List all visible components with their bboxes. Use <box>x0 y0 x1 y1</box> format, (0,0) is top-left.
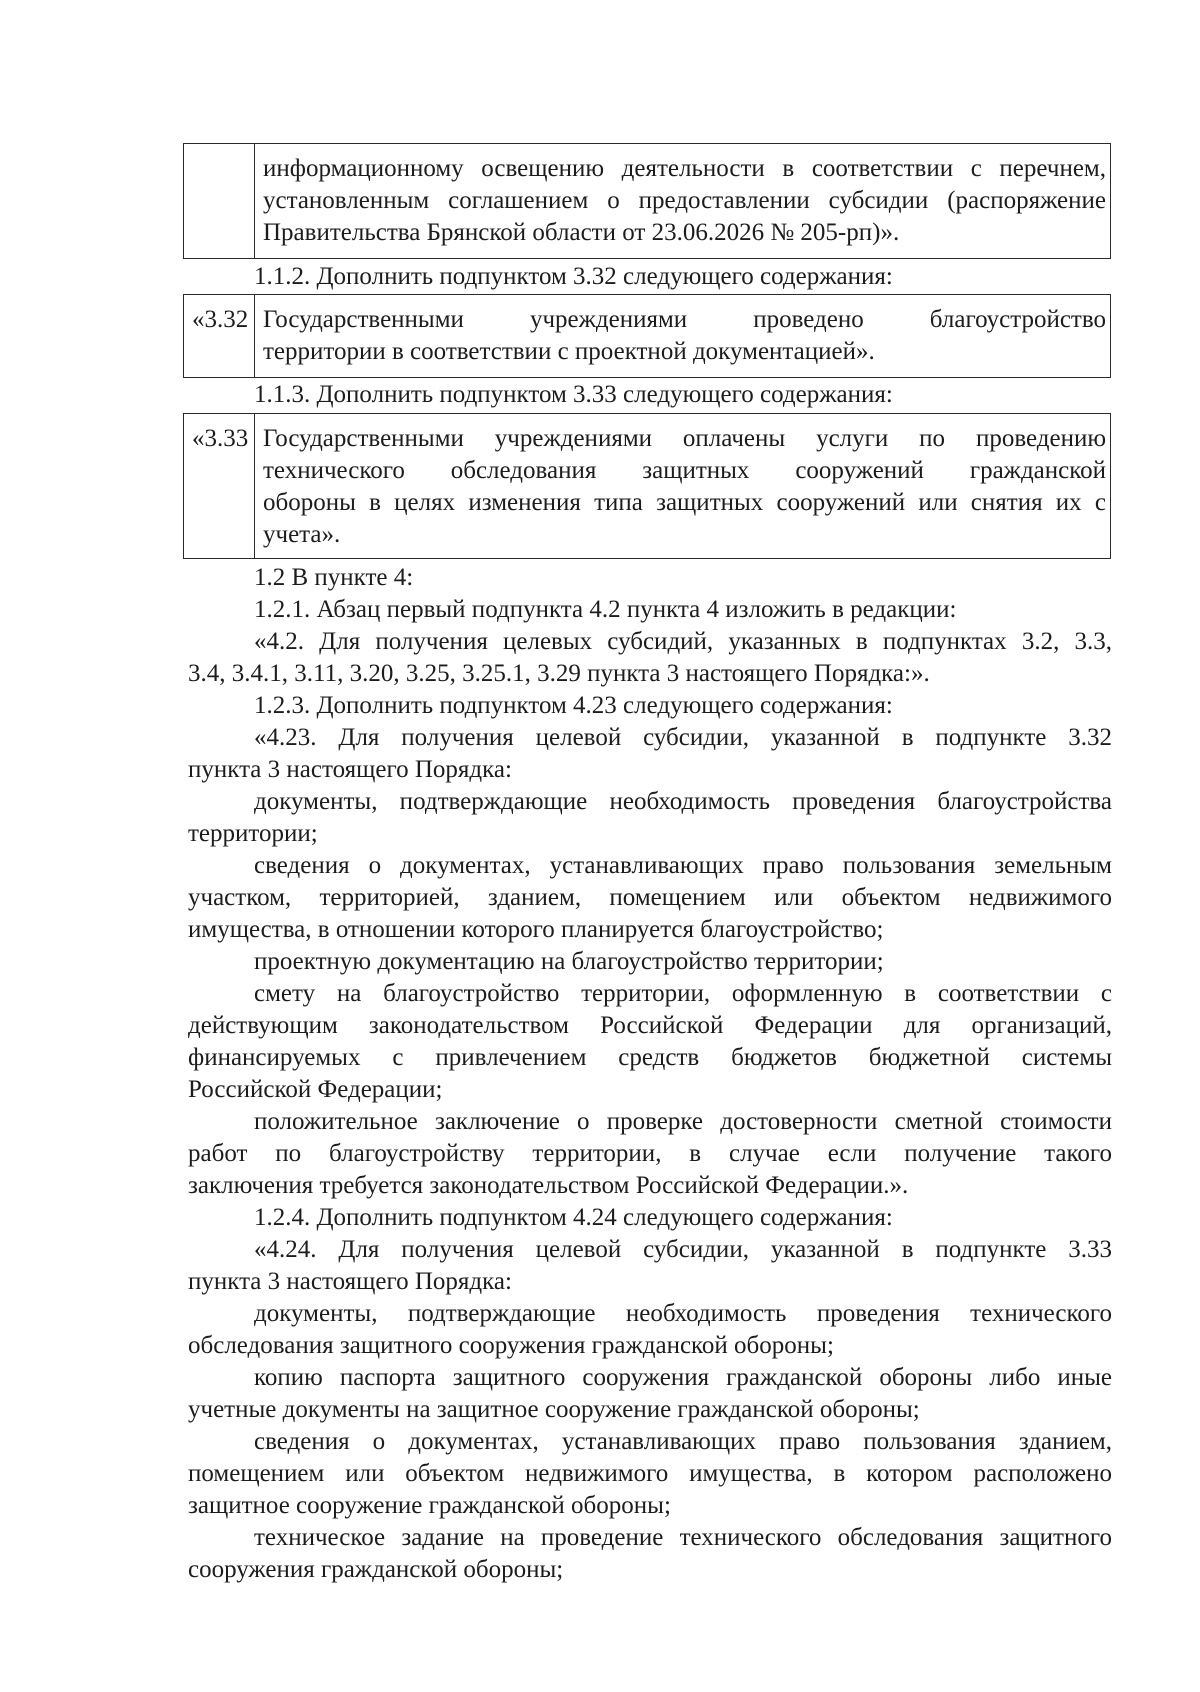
table-row-number: «3.33 <box>184 414 255 558</box>
paragraph-line: имущества, в отношении которого планируется благоустройство; <box>188 916 884 943</box>
paragraph-line: сведения о документах, устанавливающих право пользования зданием, <box>254 1428 1112 1455</box>
paragraph-line: заключения требуется законодательством Российской Федерации.». <box>188 1172 909 1199</box>
table-row-line: учета». <box>263 521 341 548</box>
paragraph-line: действующим законодательством Российской Федерации для организаций, <box>188 1012 1112 1039</box>
paragraph-line: 1.2 В пункте 4: <box>254 564 414 591</box>
table-row-text <box>263 304 1106 368</box>
table-row-line: Государственными учреждениями проведено благоустройство <box>263 306 1106 333</box>
paragraph-line: «4.23. Для получения целевой субсидии, указанной в подпункте 3.32 <box>254 724 1112 751</box>
paragraph-line: обследования защитного сооружения гражданской обороны; <box>188 1332 834 1359</box>
paragraph-line: 1.2.4. Дополнить подпунктом 4.24 следующего содержания: <box>254 1204 893 1231</box>
paragraph-line: учетные документы на защитное сооружение гражданской обороны; <box>188 1396 920 1423</box>
paragraph-line: положительное заключение о проверке достоверности сметной стоимости <box>254 1108 1112 1135</box>
paragraph-line: смету на благоустройство территории, оформленную в соответствии с <box>254 980 1112 1007</box>
paragraph-line: «4.24. Для получения целевой субсидии, указанной в подпункте 3.33 <box>254 1236 1112 1263</box>
document-body <box>188 562 1112 1586</box>
paragraph-line: «4.2. Для получения целевых субсидий, указанных в подпунктах 3.2, 3.3, <box>254 628 1112 655</box>
paragraph-line: копию паспорта защитного сооружения гражданской обороны либо иные <box>254 1364 1112 1391</box>
paragraph-line: проектную документацию на благоустройство территории; <box>254 948 884 975</box>
paragraph-line: 1.2.3. Дополнить подпунктом 4.23 следующего содержания: <box>254 692 893 719</box>
paragraph-line: помещением или объектом недвижимого имущества, в котором расположено <box>188 1460 1112 1487</box>
paragraph-line: пункта 3 настоящего Порядка: <box>188 1268 512 1295</box>
table-row-line: технического обследования защитных сооружений гражданской <box>263 457 1106 484</box>
table-row-number: «3.32 <box>184 295 255 377</box>
paragraph-line: пункта 3 настоящего Порядка: <box>188 756 512 783</box>
paragraph-line: техническое задание на проведение технического обследования защитного <box>254 1524 1112 1551</box>
table-row-line: информационному освещению деятельности в соответствии с перечнем, <box>263 155 1106 182</box>
table-row-line: Государственными учреждениями оплачены услуги по проведению <box>263 425 1106 452</box>
paragraph-line: 3.4, 3.4.1, 3.11, 3.20, 3.25, 3.25.1, 3.29 пункта 3 настоящего Порядка:». <box>188 660 930 687</box>
heading-1-1-2 <box>254 261 1112 293</box>
paragraph-line: 1.2.1. Абзац первый подпункта 4.2 пункта 4 изложить в редакции: <box>254 596 957 623</box>
table-row <box>183 413 1111 559</box>
table-row <box>183 143 1111 259</box>
paragraph-line: финансируемых с привлечением средств бюджетов бюджетной системы <box>188 1044 1112 1071</box>
table-row-line: территории в соответствии с проектной документацией». <box>263 338 875 365</box>
paragraph-line: работ по благоустройству территории, в случае если получение такого <box>188 1140 1112 1167</box>
table-row <box>183 294 1111 378</box>
paragraph-line: защитное сооружение гражданской обороны; <box>188 1492 671 1519</box>
paragraph-line: Российской Федерации; <box>188 1076 443 1103</box>
paragraph-line: документы, подтверждающие необходимость проведения благоустройства <box>254 788 1112 815</box>
paragraph-line: территории; <box>188 820 318 847</box>
table-row-line: обороны в целях изменения типа защитных сооружений или снятия их с <box>263 489 1106 516</box>
table-row-text <box>263 153 1106 249</box>
paragraph-line: участком, территорией, зданием, помещением или объектом недвижимого <box>188 884 1112 911</box>
heading-1-1-3 <box>254 379 1112 411</box>
paragraph-line: сведения о документах, устанавливающих право пользования земельным <box>254 852 1112 879</box>
paragraph-line: документы, подтверждающие необходимость проведения технического <box>254 1300 1112 1327</box>
paragraph-line: сооружения гражданской обороны; <box>188 1556 564 1583</box>
table-row-line: установленным соглашением о предоставлении субсидии (распоряжение <box>263 187 1106 214</box>
paragraph-line: 1.1.2. Дополнить подпунктом 3.32 следующего содержания: <box>254 263 893 290</box>
table-row-line: Правительства Брянской области от 23.06.2026 № 205-рп)». <box>263 219 900 246</box>
table-row-number <box>184 144 255 258</box>
table-row-text <box>263 423 1106 551</box>
paragraph-line: 1.1.3. Дополнить подпунктом 3.33 следующего содержания: <box>254 381 893 408</box>
